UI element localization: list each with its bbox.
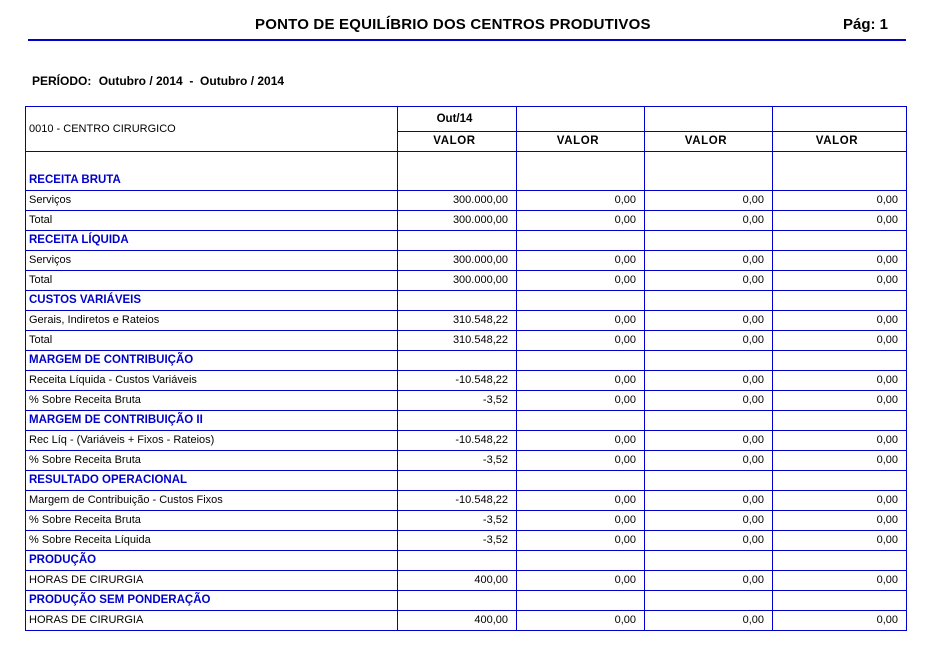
section-title: CUSTOS VARIÁVEIS <box>26 291 398 311</box>
value-header-2: VALOR <box>517 132 645 152</box>
row-label: Rec Líq - (Variáveis + Fixos - Rateios) <box>26 431 398 451</box>
section-title: PRODUÇÃO <box>26 551 398 571</box>
row-value: 0,00 <box>517 431 645 451</box>
row-value: 0,00 <box>645 511 773 531</box>
section-header-cell <box>773 231 907 251</box>
period-header-1: Out/14 <box>398 107 517 132</box>
spacer-row <box>26 152 907 172</box>
section-header-row <box>26 171 907 191</box>
header-divider <box>28 39 906 41</box>
row-label: Serviços <box>26 191 398 211</box>
row-value: 0,00 <box>645 211 773 231</box>
table-row <box>26 191 907 211</box>
row-value: 0,00 <box>773 331 907 351</box>
table-row <box>26 391 907 411</box>
section-header-cell <box>398 471 517 491</box>
row-value: 0,00 <box>773 271 907 291</box>
row-value: 0,00 <box>517 491 645 511</box>
row-value: 0,00 <box>773 611 907 631</box>
row-value: 0,00 <box>773 211 907 231</box>
period-header-2 <box>517 107 645 132</box>
section-header-cell <box>773 351 907 371</box>
table-row <box>26 271 907 291</box>
row-value: -10.548,22 <box>398 371 517 391</box>
section-header-cell <box>398 411 517 431</box>
row-label: Total <box>26 211 398 231</box>
section-header-cell <box>645 471 773 491</box>
row-value: 0,00 <box>773 451 907 471</box>
section-header-cell <box>773 171 907 191</box>
period-header-3 <box>645 107 773 132</box>
section-header-row <box>26 411 907 431</box>
section-header-row <box>26 351 907 371</box>
row-value: 300.000,00 <box>398 191 517 211</box>
row-value: 0,00 <box>645 431 773 451</box>
row-value: 300.000,00 <box>398 211 517 231</box>
row-value: 0,00 <box>517 371 645 391</box>
row-label: % Sobre Receita Líquida <box>26 531 398 551</box>
row-value: 0,00 <box>773 571 907 591</box>
section-header-row <box>26 551 907 571</box>
row-value: -10.548,22 <box>398 491 517 511</box>
row-value: 300.000,00 <box>398 251 517 271</box>
table-row <box>26 211 907 231</box>
section-header-cell <box>517 291 645 311</box>
row-value: 0,00 <box>645 191 773 211</box>
section-header-cell <box>517 551 645 571</box>
row-value: -3,52 <box>398 451 517 471</box>
row-label: Gerais, Indiretos e Rateios <box>26 311 398 331</box>
period-header-4 <box>773 107 907 132</box>
row-label: Receita Líquida - Custos Variáveis <box>26 371 398 391</box>
section-header-cell <box>398 291 517 311</box>
section-header-cell <box>773 411 907 431</box>
row-value: 310.548,22 <box>398 331 517 351</box>
row-value: 0,00 <box>517 331 645 351</box>
section-title: MARGEM DE CONTRIBUIÇÃO II <box>26 411 398 431</box>
section-header-cell <box>398 591 517 611</box>
period-label: PERÍODO: <box>32 74 92 88</box>
row-value: 0,00 <box>645 311 773 331</box>
row-value: 0,00 <box>645 271 773 291</box>
row-label: HORAS DE CIRURGIA <box>26 611 398 631</box>
table-row <box>26 371 907 391</box>
row-value: 0,00 <box>773 531 907 551</box>
row-value: 0,00 <box>517 391 645 411</box>
row-value: 0,00 <box>645 611 773 631</box>
section-header-row <box>26 291 907 311</box>
table-row <box>26 511 907 531</box>
section-title: PRODUÇÃO SEM PONDERAÇÃO <box>26 591 398 611</box>
section-header-cell <box>398 231 517 251</box>
section-header-row <box>26 591 907 611</box>
section-header-cell <box>398 351 517 371</box>
section-header-cell <box>645 231 773 251</box>
section-header-cell <box>773 291 907 311</box>
row-value: 0,00 <box>517 511 645 531</box>
row-value: 0,00 <box>517 451 645 471</box>
row-label: % Sobre Receita Bruta <box>26 451 398 471</box>
period-value: Outubro / 2014 - Outubro / 2014 <box>98 74 285 88</box>
section-header-cell <box>517 351 645 371</box>
row-value: 0,00 <box>773 191 907 211</box>
row-value: 0,00 <box>517 211 645 231</box>
table-row <box>26 531 907 551</box>
row-value: 0,00 <box>517 571 645 591</box>
section-header-row <box>26 231 907 251</box>
section-title: MARGEM DE CONTRIBUIÇÃO <box>26 351 398 371</box>
section-header-cell <box>517 471 645 491</box>
section-header-cell <box>398 171 517 191</box>
row-label: Total <box>26 331 398 351</box>
row-value: 0,00 <box>773 511 907 531</box>
row-value: 0,00 <box>517 271 645 291</box>
row-value: 0,00 <box>773 311 907 331</box>
section-title: RESULTADO OPERACIONAL <box>26 471 398 491</box>
spacer-cell <box>517 152 645 172</box>
section-header-cell <box>645 351 773 371</box>
section-header-cell <box>517 171 645 191</box>
row-value: 0,00 <box>517 251 645 271</box>
spacer-cell <box>398 152 517 172</box>
row-value: 0,00 <box>645 451 773 471</box>
row-value: 0,00 <box>645 491 773 511</box>
report-table <box>25 106 907 631</box>
table-row <box>26 611 907 631</box>
row-label: % Sobre Receita Bruta <box>26 511 398 531</box>
section-header-cell <box>645 591 773 611</box>
row-label: Serviços <box>26 251 398 271</box>
section-title: RECEITA LÍQUIDA <box>26 231 398 251</box>
section-header-cell <box>773 471 907 491</box>
section-header-cell <box>517 231 645 251</box>
row-label: % Sobre Receita Bruta <box>26 391 398 411</box>
row-value: -3,52 <box>398 531 517 551</box>
section-header-cell <box>773 591 907 611</box>
value-header-4: VALOR <box>773 132 907 152</box>
row-value: 300.000,00 <box>398 271 517 291</box>
row-value: 0,00 <box>773 371 907 391</box>
row-value: 0,00 <box>517 531 645 551</box>
report-title: PONTO DE EQUILÍBRIO DOS CENTROS PRODUTIVOS <box>255 16 651 33</box>
report-table-body <box>26 107 907 631</box>
row-value: 0,00 <box>645 331 773 351</box>
section-header-cell <box>645 171 773 191</box>
table-row <box>26 571 907 591</box>
row-label: HORAS DE CIRURGIA <box>26 571 398 591</box>
spacer-cell <box>645 152 773 172</box>
row-value: 0,00 <box>773 431 907 451</box>
row-value: 0,00 <box>645 391 773 411</box>
row-value: 0,00 <box>773 391 907 411</box>
row-value: 310.548,22 <box>398 311 517 331</box>
page-number: Pág: 1 <box>843 16 889 33</box>
row-value: 0,00 <box>645 571 773 591</box>
row-value: 0,00 <box>517 311 645 331</box>
table-row <box>26 491 907 511</box>
row-label: Margem de Contribuição - Custos Fixos <box>26 491 398 511</box>
cost-center-name: 0010 - CENTRO CIRURGICO <box>26 107 398 152</box>
section-header-cell <box>517 591 645 611</box>
row-label: Total <box>26 271 398 291</box>
section-header-cell <box>773 551 907 571</box>
row-value: -3,52 <box>398 511 517 531</box>
row-value: 0,00 <box>773 491 907 511</box>
value-header-3: VALOR <box>645 132 773 152</box>
section-header-row <box>26 471 907 491</box>
table-row <box>26 431 907 451</box>
row-value: -10.548,22 <box>398 431 517 451</box>
section-header-cell <box>645 291 773 311</box>
row-value: -3,52 <box>398 391 517 411</box>
table-row <box>26 251 907 271</box>
row-value: 0,00 <box>645 251 773 271</box>
section-header-cell <box>398 551 517 571</box>
table-row <box>26 331 907 351</box>
section-header-cell <box>645 551 773 571</box>
row-value: 0,00 <box>645 531 773 551</box>
row-value: 400,00 <box>398 611 517 631</box>
table-row <box>26 311 907 331</box>
row-value: 0,00 <box>517 191 645 211</box>
row-value: 0,00 <box>773 251 907 271</box>
spacer-cell <box>26 152 398 172</box>
spacer-cell <box>773 152 907 172</box>
period-header-row <box>26 107 907 132</box>
table-row <box>26 451 907 471</box>
row-value: 0,00 <box>645 371 773 391</box>
section-title: RECEITA BRUTA <box>26 171 398 191</box>
section-header-cell <box>645 411 773 431</box>
value-header-1: VALOR <box>398 132 517 152</box>
section-header-cell <box>517 411 645 431</box>
row-value: 0,00 <box>517 611 645 631</box>
row-value: 400,00 <box>398 571 517 591</box>
period-line <box>32 74 288 88</box>
